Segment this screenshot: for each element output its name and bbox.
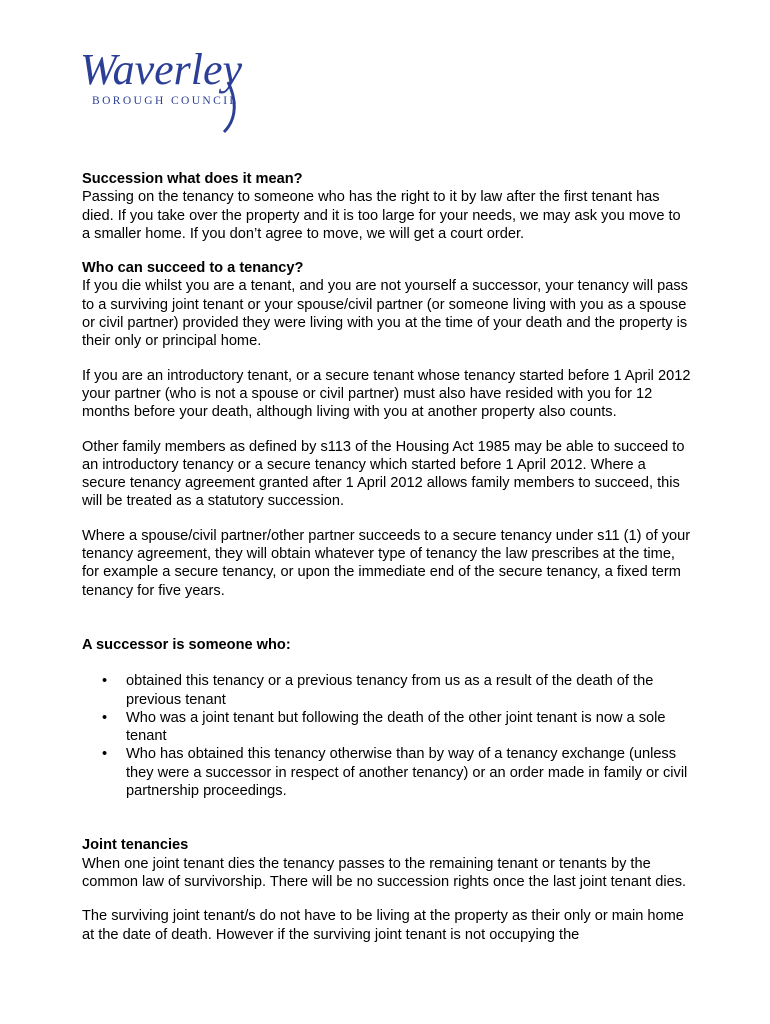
who-body: If you die whilst you are a tenant, and you are not yourself a successor, your tenancy will pass to a surviving joint tenant or your spouse/civil partner (or someone living with you as a spouse or civil partner) provided they were living with you at the time of your death and the property is their only or principal home. bbox=[82, 278, 688, 350]
bullet-icon: • bbox=[102, 746, 108, 763]
list-item: • Who has obtained this tenancy otherwise than by way of a tenancy exchange (unless they were a successor in respect of another tenancy) or an order made in family or civil partnership proceedings. bbox=[102, 746, 688, 800]
bullet-icon: • bbox=[102, 673, 108, 690]
logo-subtitle: BOROUGH COUNCIL bbox=[92, 95, 239, 107]
list-item: • Who was a joint tenant but following the death of the other joint tenant is now a sole tenant bbox=[102, 709, 666, 745]
bullet-icon: • bbox=[102, 709, 108, 726]
document-body bbox=[82, 170, 692, 960]
successor-section bbox=[82, 636, 692, 800]
succession-heading: Succession what does it mean? bbox=[82, 171, 303, 187]
joint-body: When one joint tenant dies the tenancy passes to the remaining tenant or tenants by the common law of survivorship. There will be no succession rights once the last joint tenant dies. bbox=[82, 855, 687, 890]
succession-section bbox=[82, 170, 692, 243]
who-heading: Who can succeed to a tenancy? bbox=[82, 260, 304, 277]
introductory-paragraph: If you are an introductory tenant, or a secure tenant whose tenancy started before 1 April 2012 your partner (who is not a spouse or civil partner) must also have resided with you for 12 months before your death, although living with you at another property also counts. bbox=[82, 367, 691, 421]
succession-body: Passing on the tenancy to someone who has the right to it by law after the first tenant has died. If you take over the property and it is too large for your needs, we may ask you move to a smaller home. If you don’t agree to move, we will get a court order. bbox=[82, 189, 681, 242]
joint-section bbox=[82, 836, 692, 891]
logo-wordmark: Waverley bbox=[80, 45, 243, 94]
successor-heading: A successor is someone who: bbox=[82, 636, 291, 653]
surviving-paragraph: The surviving joint tenant/s do not have to be living at the property as their only or main home at the date of death. However if the surviving joint tenant is not occupying the bbox=[82, 908, 684, 943]
waverley-logo bbox=[78, 38, 268, 138]
who-section bbox=[82, 259, 692, 350]
list-item: • obtained this tenancy or a previous tenancy from us as a result of the death of the previous tenant bbox=[102, 673, 654, 708]
successor-list bbox=[82, 672, 692, 800]
joint-heading: Joint tenancies bbox=[82, 837, 189, 854]
spouse-paragraph: Where a spouse/civil partner/other partner succeeds to a secure tenancy under s11 (1) of your tenancy agreement, they will obtain whatever type of tenancy the law prescribes at the time, for example a secure tenancy, or upon the immediate end of the secure tenancy, a fixed term tenancy for five years. bbox=[82, 527, 691, 599]
family-paragraph: Other family members as defined by s113 of the Housing Act 1985 may be able to succeed to an introductory tenancy or a secure tenancy which started before 1 April 2012. Where a secure tenancy agreement granted after 1 April 2012 allows family members to succeed, this will be treated as a statutory succession. bbox=[82, 438, 685, 510]
